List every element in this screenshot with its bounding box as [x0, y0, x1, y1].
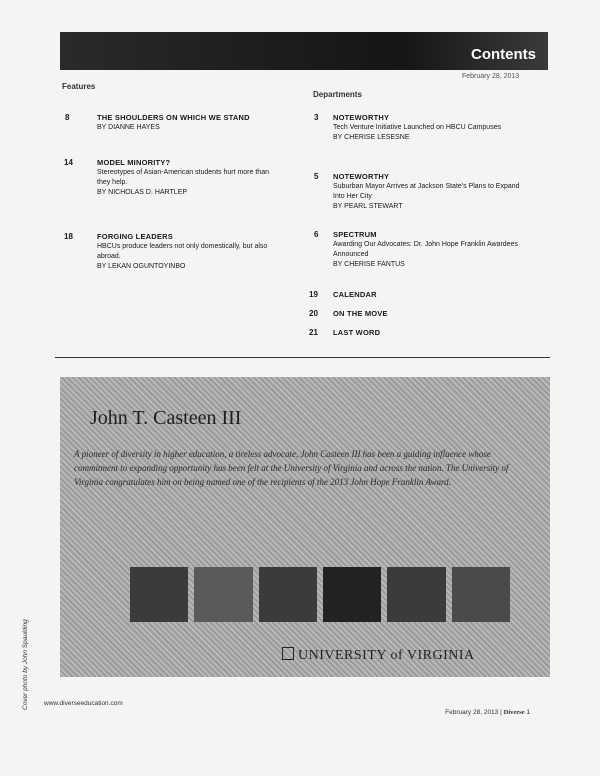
- department-1-number: 3: [314, 113, 319, 122]
- department-6-number: 21: [309, 328, 318, 337]
- uva-advertisement: [60, 377, 550, 677]
- department-1[interactable]: [333, 113, 528, 143]
- feature-2-desc: Stereotypes of Asian-American students hurt more than they help.: [97, 169, 269, 186]
- feature-1-byline: BY DIANNE HAYES: [97, 124, 160, 131]
- footer-url[interactable]: www.diverseeducation.com: [44, 700, 123, 707]
- department-4-title[interactable]: CALENDAR: [333, 290, 377, 299]
- department-1-byline: BY CHERISE LESESNE: [333, 134, 410, 141]
- feature-1[interactable]: [97, 113, 297, 133]
- feature-3-byline: BY LEKAN OGUNTOYINBO: [97, 263, 186, 270]
- department-3-number: 6: [314, 230, 319, 239]
- department-3-title[interactable]: SPECTRUM: [333, 230, 377, 239]
- cover-photo-credit: Cover photo by John Spaulding: [22, 619, 29, 710]
- feature-2[interactable]: [97, 158, 277, 198]
- ad-photo: [387, 567, 445, 622]
- footer-info: [445, 709, 530, 716]
- uva-logo-text: UNIVERSITY of VIRGINIA: [298, 648, 475, 663]
- ad-photo: [130, 567, 188, 622]
- department-3-byline: BY CHERISE FANTUS: [333, 261, 405, 268]
- footer-date: February 28, 2013: [445, 709, 499, 716]
- feature-3-title[interactable]: FORGING LEADERS: [97, 232, 173, 241]
- feature-3-number: 18: [64, 232, 73, 241]
- department-2-title[interactable]: NOTEWORTHY: [333, 172, 390, 181]
- department-4-number: 19: [309, 290, 318, 299]
- ad-photo: [194, 567, 252, 622]
- feature-3-desc: HBCUs produce leaders not only domestically, but also abroad.: [97, 243, 268, 260]
- ad-photo: [259, 567, 317, 622]
- feature-2-title[interactable]: MODEL MINORITY?: [97, 158, 171, 167]
- ad-photo: [452, 567, 510, 622]
- footer-magazine: Diverse: [503, 709, 525, 716]
- department-2-byline: BY PEARL STEWART: [333, 203, 403, 210]
- department-1-desc: Tech Venture Initiative Launched on HBCU Campuses: [333, 124, 502, 131]
- ad-body-text: A pioneer of diversity in higher education, a tireless advocate, John Casteen III has been a guiding influence whose commitment to expanding opportunity has been felt at the University of Virginia and across the nation. The University of Virginia congratulates him on being named one of the recipients of the 2013 John Hope Franklin Award.: [74, 449, 509, 487]
- contents-header-band: [60, 32, 548, 70]
- feature-2-byline: BY NICHOLAS D. HARTLEP: [97, 189, 187, 196]
- section-divider: [55, 357, 550, 358]
- features-heading: Features: [62, 82, 96, 91]
- department-2-desc: Suburban Mayor Arrives at Jackson State's Plans to Expand Into Her City: [333, 183, 520, 200]
- department-1-title[interactable]: NOTEWORTHY: [333, 113, 390, 122]
- department-5-title[interactable]: ON THE MOVE: [333, 309, 388, 318]
- departments-heading: Departments: [313, 90, 362, 99]
- ad-honoree-name: John T. Casteen III: [90, 407, 242, 429]
- footer-separator: |: [500, 709, 502, 716]
- feature-1-number: 8: [65, 113, 70, 122]
- rotunda-icon: [282, 647, 294, 660]
- page-title: Contents: [471, 46, 536, 63]
- department-5-number: 20: [309, 309, 318, 318]
- department-2-number: 5: [314, 172, 319, 181]
- feature-1-title[interactable]: THE SHOULDERS ON WHICH WE STAND: [97, 113, 250, 122]
- feature-2-number: 14: [64, 158, 73, 167]
- department-3-desc: Awarding Our Advocates: Dr. John Hope Franklin Awardees Announced: [333, 241, 518, 258]
- ad-photo-strip: [130, 567, 510, 622]
- department-6-title[interactable]: LAST WORD: [333, 328, 381, 337]
- feature-3[interactable]: [97, 232, 277, 272]
- ad-photo: [323, 567, 381, 622]
- department-3[interactable]: [333, 230, 528, 270]
- issue-date: February 28, 2013: [462, 73, 520, 80]
- page-number: 1: [526, 709, 530, 716]
- department-2[interactable]: [333, 172, 528, 212]
- uva-logo: [282, 647, 475, 664]
